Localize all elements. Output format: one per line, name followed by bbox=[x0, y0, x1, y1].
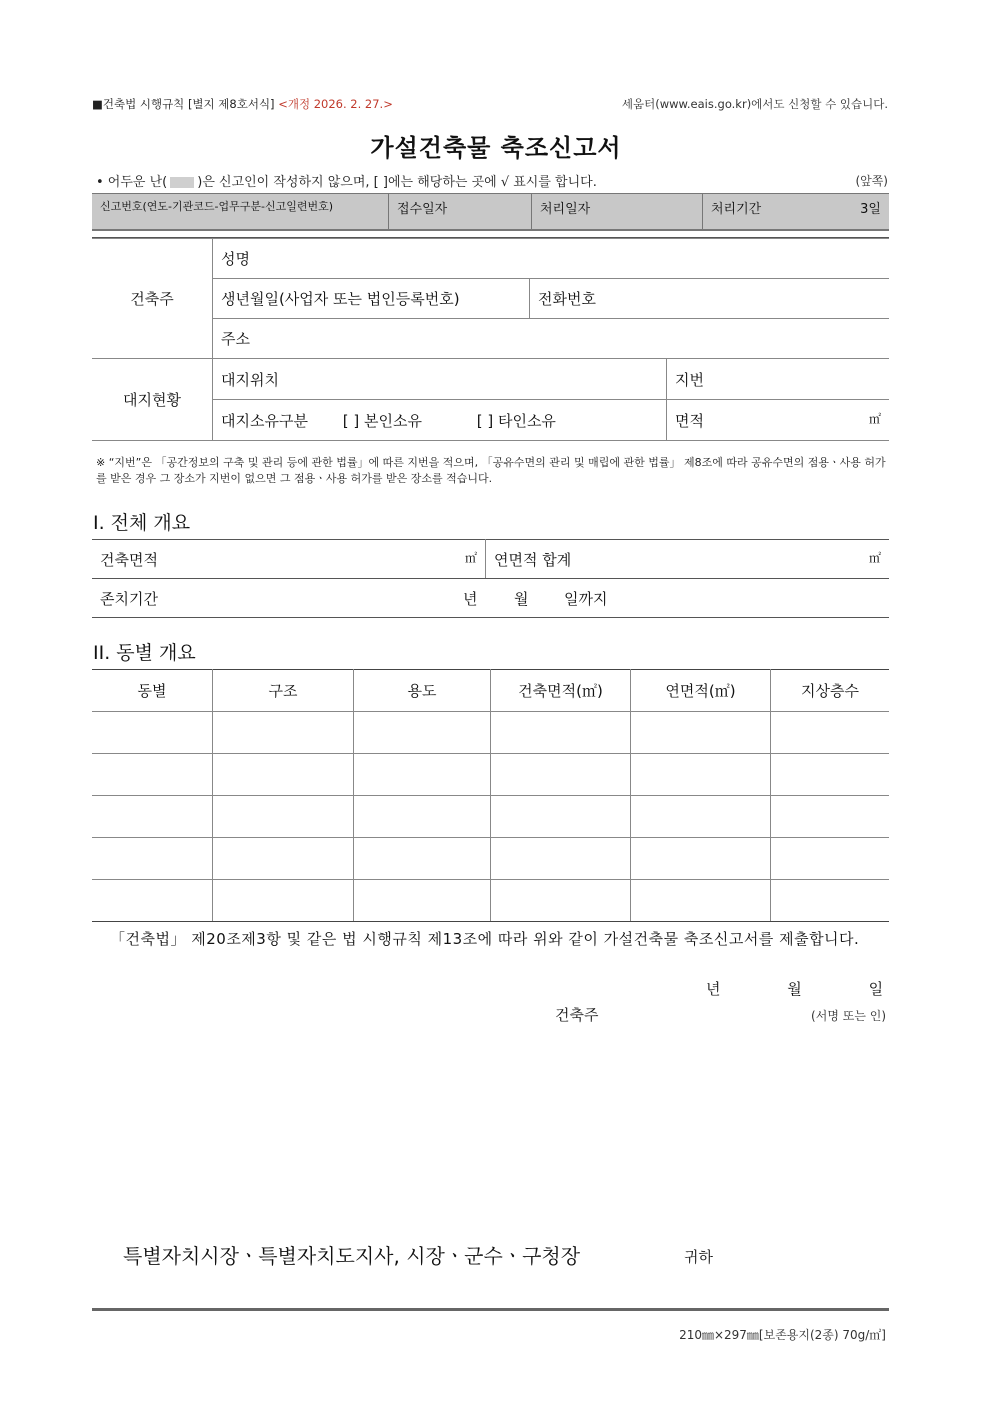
lot-number-note: ※ “지번”은 「공간정보의 구축 및 관리 등에 관한 법률」에 따른 지번을 적으며, 「공유수면의 관리 및 매립에 관한 법률」 제8조에 따라 공유수면의 점용ㆍ사용 허가를 받은 경우 그 장소가 지번이 없으면 그 점용ㆍ사용 허가를 받은 장소를 적습니다. bbox=[96, 456, 886, 485]
owner-phone-label: 전화번호 bbox=[538, 290, 596, 308]
receipt-date-label: 접수일자 bbox=[397, 202, 448, 217]
total-floor-area-unit: ㎡ bbox=[868, 550, 881, 565]
shaded-sample bbox=[170, 177, 194, 188]
table-cell[interactable] bbox=[354, 838, 491, 880]
building-area-label: 건축면적 bbox=[100, 550, 158, 569]
instructions-prefix: • 어두운 난( bbox=[96, 175, 168, 190]
table-cell[interactable] bbox=[213, 880, 354, 922]
table-row bbox=[92, 838, 889, 880]
front-side-label: (앞쪽) bbox=[855, 174, 888, 188]
table-row bbox=[92, 712, 889, 754]
table-cell[interactable] bbox=[771, 712, 890, 754]
owner-name-field[interactable] bbox=[213, 239, 890, 279]
recipient: 특별자치시장ㆍ특별자치도지사, 시장ㆍ군수ㆍ구청장 bbox=[123, 1244, 581, 1268]
revision-date: <개정 2026. 2. 27.> bbox=[278, 97, 393, 111]
process-date-cell bbox=[532, 194, 703, 230]
table-cell[interactable] bbox=[92, 880, 213, 922]
owner-phone-field[interactable] bbox=[530, 279, 890, 319]
applicant-label: 건축주 bbox=[555, 1006, 599, 1024]
overview-heading: I. 전체 개요 bbox=[93, 512, 191, 534]
ownership-label: 대지소유구분 bbox=[221, 411, 308, 430]
ownership-field bbox=[213, 400, 667, 441]
online-application-note: 세움터(www.eais.go.kr)에서도 신청할 수 있습니다. bbox=[621, 97, 888, 111]
owner-address-label: 주소 bbox=[221, 330, 250, 348]
declaration-month: 월 bbox=[787, 980, 802, 998]
col-building: 동별 bbox=[92, 670, 213, 712]
total-floor-area-label: 연면적 합계 bbox=[494, 550, 572, 569]
area-unit: ㎡ bbox=[868, 411, 881, 426]
table-cell[interactable] bbox=[491, 838, 631, 880]
lot-number-label: 지번 bbox=[675, 370, 704, 389]
table-cell[interactable] bbox=[631, 712, 771, 754]
report-number-cell bbox=[92, 194, 389, 230]
col-structure: 구조 bbox=[213, 670, 354, 712]
processing-table bbox=[92, 193, 889, 229]
form-title: 가설건축물 축조신고서 bbox=[370, 134, 622, 162]
other-checkbox[interactable]: [ ] 타인소유 bbox=[476, 411, 556, 430]
declaration-year: 년 bbox=[706, 980, 721, 998]
table-cell[interactable] bbox=[631, 754, 771, 796]
table-cell[interactable] bbox=[92, 712, 213, 754]
owner-label: 건축주 bbox=[92, 239, 213, 359]
table-cell[interactable] bbox=[631, 796, 771, 838]
table-cell[interactable] bbox=[771, 796, 890, 838]
overview-table bbox=[92, 539, 889, 618]
declaration-date bbox=[706, 978, 883, 999]
table-cell[interactable] bbox=[92, 838, 213, 880]
buildings-table bbox=[92, 669, 889, 922]
table-cell[interactable] bbox=[354, 880, 491, 922]
table-cell[interactable] bbox=[491, 712, 631, 754]
declaration-day: 일 bbox=[868, 980, 884, 998]
site-location-label: 대지위치 bbox=[221, 370, 279, 389]
table-row bbox=[92, 754, 889, 796]
processing-divider bbox=[92, 229, 889, 231]
owner-birth-field[interactable] bbox=[213, 279, 530, 319]
owner-name-label: 성명 bbox=[221, 250, 250, 268]
building-area-field[interactable] bbox=[92, 540, 486, 579]
duration-label: 존치기간 bbox=[100, 589, 158, 608]
own-checkbox[interactable]: [ ] 본인소유 bbox=[342, 411, 422, 430]
table-cell[interactable] bbox=[771, 838, 890, 880]
form-reference bbox=[92, 96, 393, 112]
col-floors: 지상층수 bbox=[771, 670, 890, 712]
instructions-rest: )은 신고인이 작성하지 않으며, [ ]에는 해당하는 곳에 √ 표시를 합니다. bbox=[197, 175, 597, 190]
receipt-date-cell bbox=[389, 194, 532, 230]
process-date-label: 처리일자 bbox=[540, 202, 591, 217]
process-period-label: 처리기간 bbox=[711, 202, 762, 217]
table-cell[interactable] bbox=[771, 880, 890, 922]
instructions bbox=[96, 171, 597, 190]
table-cell[interactable] bbox=[213, 712, 354, 754]
form-ref-text: ■건축법 시행규칙 [별지 제8호서식] bbox=[92, 97, 275, 111]
owner-birth-label: 생년월일(사업자 또는 법인등록번호) bbox=[221, 290, 460, 308]
table-row bbox=[92, 880, 889, 922]
owner-site-table bbox=[92, 238, 889, 441]
site-label: 대지현황 bbox=[92, 359, 213, 441]
col-floor-area: 연면적(㎡) bbox=[631, 670, 771, 712]
declaration-text: 「건축법」 제20조제3항 및 같은 법 시행규칙 제13조에 따라 위와 같이 가설건축물 축조신고서를 제출합니다. bbox=[110, 930, 860, 948]
table-cell[interactable] bbox=[92, 796, 213, 838]
table-cell[interactable] bbox=[213, 754, 354, 796]
process-period-cell bbox=[703, 194, 890, 230]
duration-until: 일까지 bbox=[564, 589, 608, 608]
table-cell[interactable] bbox=[354, 712, 491, 754]
total-floor-area-field[interactable] bbox=[486, 540, 890, 579]
table-cell[interactable] bbox=[213, 838, 354, 880]
table-cell[interactable] bbox=[92, 754, 213, 796]
duration-year: 년 bbox=[463, 589, 478, 608]
table-cell[interactable] bbox=[213, 796, 354, 838]
owner-address-field[interactable] bbox=[213, 319, 890, 359]
signature-field[interactable]: (서명 또는 인) bbox=[811, 1009, 886, 1023]
table-cell[interactable] bbox=[491, 796, 631, 838]
lot-number-field[interactable] bbox=[667, 359, 890, 400]
duration-field[interactable] bbox=[92, 579, 889, 618]
building-area-unit: ㎡ bbox=[464, 550, 477, 565]
table-cell[interactable] bbox=[491, 880, 631, 922]
paper-spec: 210㎜×297㎜[보존용지(2종) 70g/㎡] bbox=[679, 1328, 886, 1342]
table-row bbox=[92, 796, 889, 838]
process-period-value: 3일 bbox=[860, 202, 881, 217]
area-field[interactable] bbox=[667, 400, 890, 441]
duration-month: 월 bbox=[514, 589, 529, 608]
buildings-heading: II. 동별 개요 bbox=[93, 642, 196, 664]
col-use: 용도 bbox=[354, 670, 491, 712]
table-cell[interactable] bbox=[771, 754, 890, 796]
table-cell[interactable] bbox=[631, 880, 771, 922]
table-cell[interactable] bbox=[491, 754, 631, 796]
site-location-field[interactable] bbox=[213, 359, 667, 400]
col-building-area: 건축면적(㎡) bbox=[491, 670, 631, 712]
report-number-label: 신고번호(연도-기관코드-업무구분-신고일련번호) bbox=[100, 200, 334, 213]
recipient-suffix: 귀하 bbox=[684, 1248, 713, 1266]
footer-line bbox=[92, 1308, 889, 1311]
table-cell[interactable] bbox=[354, 796, 491, 838]
table-cell[interactable] bbox=[631, 838, 771, 880]
area-label: 면적 bbox=[675, 411, 704, 430]
table-cell[interactable] bbox=[354, 754, 491, 796]
